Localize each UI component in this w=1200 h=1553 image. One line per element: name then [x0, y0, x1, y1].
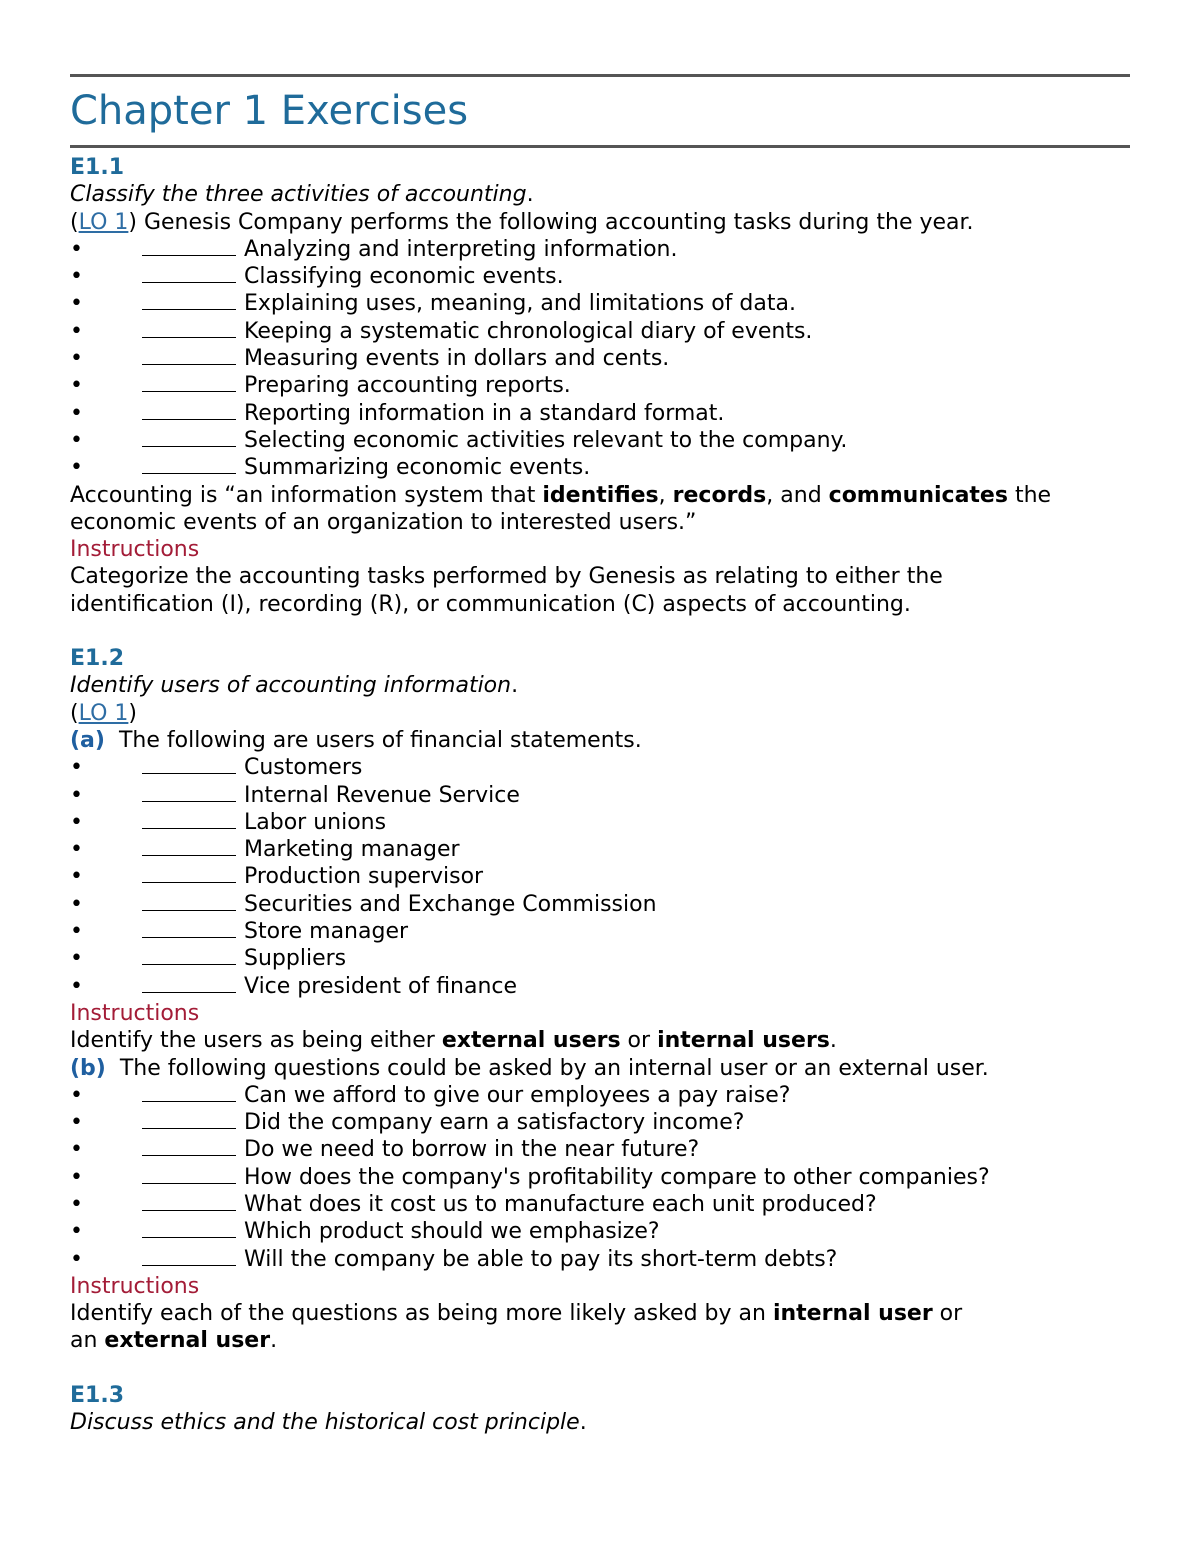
answer-blank[interactable]: [142, 864, 236, 883]
list-item-text: Vice president of finance: [244, 973, 518, 999]
list-item-text: Summarizing economic events.: [244, 455, 591, 481]
list-item-text: Store manager: [244, 919, 409, 945]
list-item-text: Do we need to borrow in the near future?: [244, 1137, 700, 1163]
part-b-instructions-line2: an external user.: [70, 1328, 278, 1354]
list-item: [70, 427, 1130, 454]
exercise-id: E1.3: [70, 1382, 125, 1408]
learning-objective: Discuss ethics and the historical cost principle.: [70, 1410, 587, 1436]
list-item-text: How does the company's profitability compare to other companies?: [244, 1164, 990, 1190]
answer-blank[interactable]: [142, 291, 236, 310]
part-a-intro: (a) The following are users of financial statements.: [70, 727, 642, 753]
list-item: [70, 754, 1130, 781]
exercise-e1-1: [70, 154, 1130, 618]
list-item: [70, 236, 1130, 263]
list-item: [70, 1136, 1130, 1163]
answer-blank[interactable]: [142, 237, 236, 256]
answer-blank[interactable]: [142, 1110, 236, 1129]
list-item: [70, 290, 1130, 317]
answer-blank[interactable]: [142, 346, 236, 365]
list-item-text: Analyzing and interpreting information.: [244, 236, 678, 262]
list-item: [70, 1246, 1130, 1273]
list-item: [70, 372, 1130, 399]
answer-blank[interactable]: [142, 974, 236, 993]
list-item-text: Classifying economic events.: [244, 264, 564, 290]
answer-blank[interactable]: [142, 783, 236, 802]
list-item: [70, 318, 1130, 345]
exercise-e1-2: [70, 645, 1130, 1355]
exercise-id: E1.2: [70, 646, 125, 672]
list-item: [70, 1082, 1130, 1109]
list-item: [70, 809, 1130, 836]
answer-blank[interactable]: [142, 428, 236, 447]
answer-blank[interactable]: [142, 892, 236, 911]
part-a-instructions: Identify the users as being either external users or internal users.: [70, 1028, 837, 1054]
instructions-text: Categorize the accounting tasks performed by Genesis as relating to either the identification (I), recording (R), or communication (C) aspects of accounting.: [70, 564, 943, 617]
list-item-text: Will the company be able to pay its short-term debts?: [244, 1246, 838, 1272]
list-item: [70, 782, 1130, 809]
list-item: [70, 400, 1130, 427]
instructions-heading: Instructions: [70, 537, 200, 563]
answer-blank[interactable]: [142, 1219, 236, 1238]
title-rule: [70, 145, 1130, 148]
page-title: Chapter 1 Exercises: [70, 88, 469, 134]
list-item: [70, 918, 1130, 945]
list-item: [70, 1109, 1130, 1136]
accounting-definition: Accounting is “an information system that identifies, records, and communicates the economic events of an organization to interested users.”: [70, 482, 1052, 535]
list-item-text: Explaining uses, meaning, and limitations of data.: [244, 291, 796, 317]
list-item-text: Selecting economic activities relevant to the company.: [244, 427, 848, 453]
answer-blank[interactable]: [142, 1192, 236, 1211]
answer-blank[interactable]: [142, 755, 236, 774]
list-item-text: Keeping a systematic chronological diary of events.: [244, 318, 813, 344]
answer-blank[interactable]: [142, 401, 236, 420]
learning-objective: Identify users of accounting information.: [70, 673, 519, 699]
answer-blank[interactable]: [142, 319, 236, 338]
list-item-text: Securities and Exchange Commission: [244, 891, 657, 917]
lo-link[interactable]: LO 1: [78, 209, 129, 235]
lo-link[interactable]: LO 1: [78, 700, 129, 726]
list-item: [70, 891, 1130, 918]
document-page: [70, 74, 1130, 1436]
answer-blank[interactable]: [142, 1247, 236, 1266]
list-item-text: Measuring events in dollars and cents.: [244, 346, 670, 372]
task-list: [70, 236, 1130, 482]
answer-blank[interactable]: [142, 919, 236, 938]
list-item: [70, 263, 1130, 290]
part-b-intro: (b) The following questions could be asked by an internal user or an external user.: [70, 1055, 989, 1081]
answer-blank[interactable]: [142, 1137, 236, 1156]
list-item-text: Reporting information in a standard format.: [244, 400, 725, 426]
answer-blank[interactable]: [142, 1165, 236, 1184]
answer-blank[interactable]: [142, 946, 236, 965]
part-b-instructions-line1: Identify each of the questions as being more likely asked by an internal user or: [70, 1301, 963, 1327]
list-item-text: Labor unions: [244, 809, 387, 835]
list-item: [70, 1164, 1130, 1191]
list-item-text: Can we afford to give our employees a pay raise?: [244, 1082, 791, 1108]
exercise-e1-3: [70, 1382, 1130, 1437]
list-item-text: Customers: [244, 755, 363, 781]
exercise-intro: (LO 1) Genesis Company performs the following accounting tasks during the year.: [70, 209, 974, 235]
learning-objective: Classify the three activities of accounting.: [70, 182, 534, 208]
answer-blank[interactable]: [142, 1083, 236, 1102]
list-item: [70, 1218, 1130, 1245]
questions-list: [70, 1082, 1130, 1273]
answer-blank[interactable]: [142, 264, 236, 283]
users-list: [70, 754, 1130, 1000]
lo-reference: (LO 1): [70, 700, 137, 726]
list-item-text: Internal Revenue Service: [244, 782, 520, 808]
answer-blank[interactable]: [142, 373, 236, 392]
list-item-text: Preparing accounting reports.: [244, 373, 571, 399]
answer-blank[interactable]: [142, 810, 236, 829]
exercise-id: E1.1: [70, 155, 125, 180]
list-item-text: Production supervisor: [244, 864, 484, 890]
list-item-text: Which product should we emphasize?: [244, 1219, 660, 1245]
list-item: [70, 454, 1130, 481]
list-item: [70, 1191, 1130, 1218]
answer-blank[interactable]: [142, 837, 236, 856]
list-item-text: Marketing manager: [244, 837, 460, 863]
list-item: [70, 973, 1130, 1000]
list-item: [70, 345, 1130, 372]
list-item-text: What does it cost us to manufacture each unit produced?: [244, 1191, 877, 1217]
list-item-text: Did the company earn a satisfactory income?: [244, 1110, 745, 1136]
instructions-heading: Instructions: [70, 1273, 200, 1299]
list-item: [70, 863, 1130, 890]
answer-blank[interactable]: [142, 455, 236, 474]
list-item: [70, 836, 1130, 863]
instructions-heading: Instructions: [70, 1000, 200, 1026]
list-item-text: Suppliers: [244, 946, 347, 972]
list-item: [70, 945, 1130, 972]
